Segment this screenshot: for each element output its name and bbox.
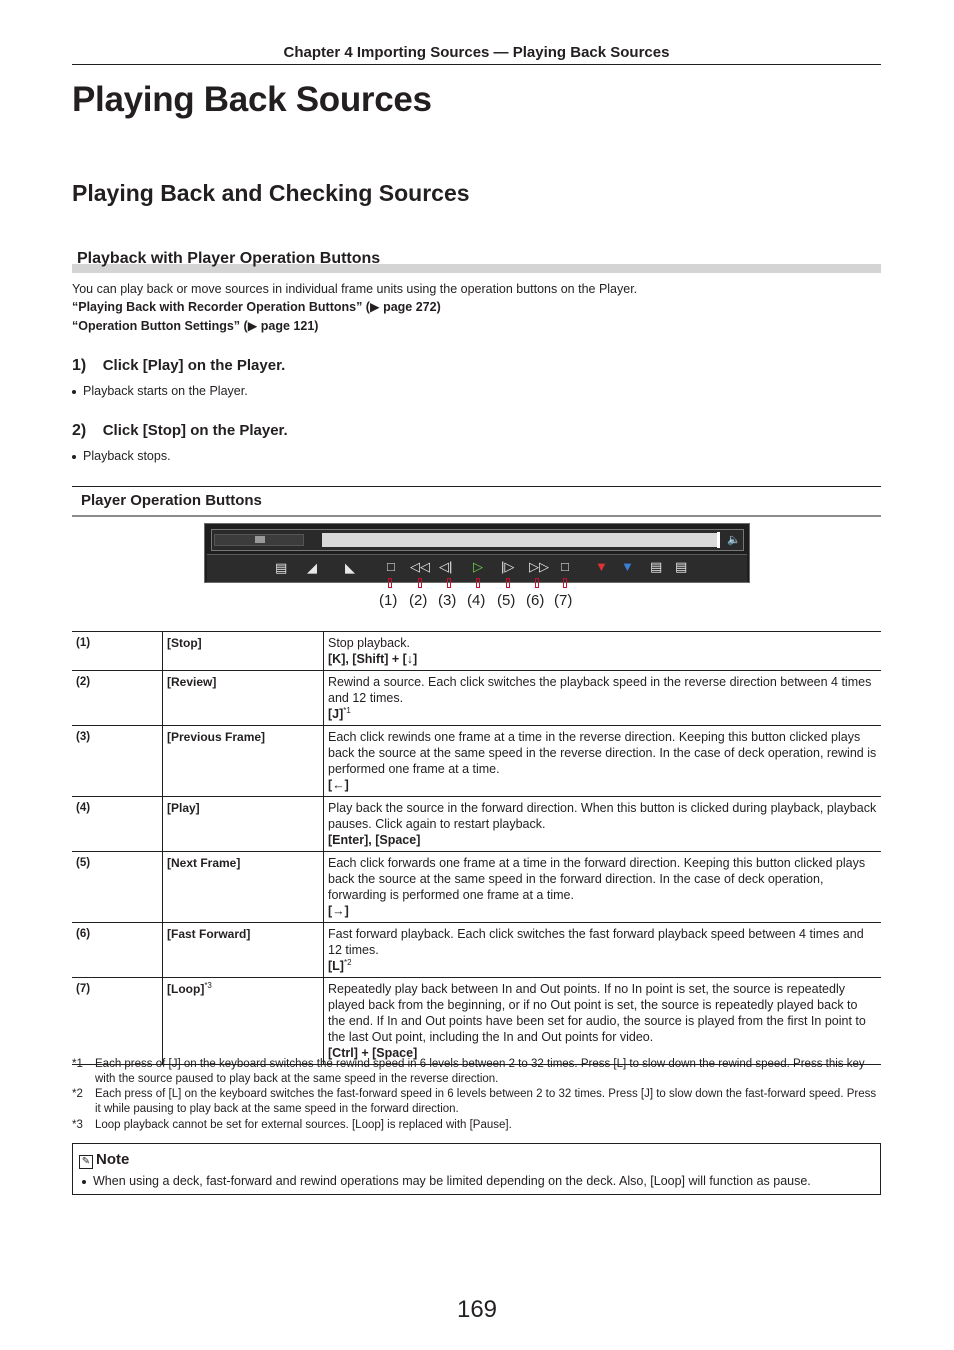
row-number: (6) <box>72 923 163 978</box>
chapter-header: Chapter 4 Importing Sources — Playing Back Sources <box>72 44 881 65</box>
callout-pin <box>535 578 539 588</box>
bullet-icon <box>72 390 76 394</box>
previous-frame-icon[interactable]: ◁| <box>439 559 453 574</box>
footnote-ref: *1 <box>343 705 351 715</box>
callout-label: (6) <box>526 592 545 609</box>
button-name-cell <box>163 852 324 923</box>
settings-icon[interactable]: ▤ <box>675 559 688 574</box>
note-text: When using a deck, fast-forward and rewind operations may be limited depending on the deck. Also, [Loop] will function as pause. <box>93 1174 811 1188</box>
footnote-ref: *2 <box>343 957 352 967</box>
step-text: Click [Stop] on the Player. <box>102 422 288 439</box>
subsection-heading <box>72 250 881 273</box>
shortcut-text: [Ctrl] + [Space] <box>328 1046 418 1060</box>
button-name: [Next Frame] <box>167 856 241 870</box>
section-heading: Playing Back and Checking Sources <box>72 180 470 206</box>
button-name-cell <box>163 797 324 852</box>
insert-icon[interactable]: ▼ <box>595 559 608 574</box>
description-cell <box>324 632 882 671</box>
table-row <box>72 852 881 923</box>
note-box <box>72 1143 881 1195</box>
row-number: (7) <box>72 978 163 1065</box>
description: Play back the source in the forward direction. When this button is clicked during playback, playback pauses. Click again to restart playback. <box>328 801 877 831</box>
callout-label: (7) <box>554 592 573 609</box>
button-name: [Stop] <box>167 636 202 650</box>
footnote-mark: *3 <box>72 1119 83 1131</box>
play-icon[interactable]: ▷ <box>473 559 483 574</box>
footnote-2 <box>72 1087 881 1117</box>
review-icon[interactable]: ◁◁ <box>410 559 430 574</box>
step-1-bullet <box>72 382 248 400</box>
shortcut-keys <box>328 651 877 667</box>
callout-label: (4) <box>467 592 486 609</box>
table-row <box>72 632 881 671</box>
fast-forward-icon[interactable]: ▷▷ <box>529 559 549 574</box>
bullet-text: Playback starts on the Player. <box>83 384 248 398</box>
overwrite-icon[interactable]: ▼ <box>621 559 634 574</box>
callout-pin <box>418 578 422 588</box>
callout-pin <box>388 578 392 588</box>
table-row <box>72 923 881 978</box>
button-name: [Loop] <box>167 982 205 996</box>
callout-pin <box>506 578 510 588</box>
description: Each click rewinds one frame at a time in the reverse direction. Keeping this button clicked plays back the source at the same speed in the reverse direction. In the case of deck operation, rewind is performed one frame at a time. <box>328 730 877 776</box>
footnote-text: Loop playback cannot be set for external sources. [Loop] is replaced with [Pause]. <box>95 1119 512 1131</box>
shortcut-text: [→] <box>328 904 349 918</box>
footnote-3 <box>72 1118 881 1133</box>
timeline-bar <box>211 529 744 551</box>
page-number: 169 <box>456 1296 498 1323</box>
ref-text: “Operation Button Settings” ( <box>72 319 248 333</box>
position-bar[interactable] <box>322 533 717 547</box>
note-pencil-icon: ✎ <box>79 1155 93 1169</box>
shortcut-keys <box>328 706 877 722</box>
out-marker <box>717 532 720 548</box>
description: Stop playback. <box>328 636 410 650</box>
description-cell <box>324 797 882 852</box>
table-row <box>72 978 881 1065</box>
row-number: (4) <box>72 797 163 852</box>
page-arrow-icon: ▶ <box>369 300 380 314</box>
reference-link-2[interactable] <box>72 317 318 335</box>
intro-text: You can play back or move sources in individual frame units using the operation buttons on the Player. <box>72 282 638 296</box>
set-in-icon[interactable]: ◢ <box>307 560 317 575</box>
description: Rewind a source. Each click switches the playback speed in the reverse direction between 4 times and 12 times. <box>328 675 872 705</box>
row-number: (2) <box>72 671 163 726</box>
audio-monitor-icon[interactable]: 🔈 <box>727 534 741 546</box>
page-title: Playing Back Sources <box>72 80 432 119</box>
shortcut-keys <box>328 958 877 974</box>
table-row <box>72 671 881 726</box>
row-number: (3) <box>72 726 163 797</box>
page-arrow-icon: ▶ <box>247 319 258 333</box>
callout-label: (2) <box>409 592 428 609</box>
next-frame-icon[interactable]: |▷ <box>501 559 515 574</box>
shuttle-slider[interactable] <box>214 534 304 546</box>
button-name-cell <box>163 632 324 671</box>
button-name-cell <box>163 923 324 978</box>
button-name-cell <box>163 978 324 1065</box>
ref-page: page 272) <box>379 300 441 314</box>
note-body <box>82 1174 811 1188</box>
stop-icon[interactable]: □ <box>387 559 395 574</box>
description-cell <box>324 923 882 978</box>
footnote-1 <box>72 1057 881 1087</box>
description-cell <box>324 978 882 1065</box>
shortcut-text: [K], [Shift] + [↓] <box>328 652 418 666</box>
step-2-bullet <box>72 447 171 465</box>
export-icon[interactable]: ▤ <box>650 559 663 574</box>
note-title-text: Note <box>96 1151 130 1168</box>
shortcut-text: [Enter], [Space] <box>328 833 421 847</box>
shortcut-keys <box>328 777 877 793</box>
description: Each click forwards one frame at a time in the forward direction. Keeping this button clicked plays back the source at the same speed in the forward direction. In the case of deck operation, forwarding is performed one frame at a time. <box>328 856 866 902</box>
callout-label: (5) <box>497 592 516 609</box>
set-out-icon[interactable]: ◣ <box>345 560 355 575</box>
shortcut-keys <box>328 832 877 848</box>
operation-buttons-table <box>72 631 881 1065</box>
callout-pin <box>447 578 451 588</box>
player-toolbar-image <box>204 523 750 583</box>
description: Repeatedly play back between In and Out points. If no In point is set, the source is repeatedly played back from the beginning, or if no Out point is set, the source is repeatedly played back to the end. If In and Out points have been set for audio, the source is played from the first In point to the last Out point, including the In and Out points for video. <box>328 982 866 1044</box>
match-frame-icon[interactable]: ▤ <box>275 560 288 575</box>
row-number: (1) <box>72 632 163 671</box>
step-1 <box>72 357 285 375</box>
reference-link-1[interactable] <box>72 298 441 316</box>
ref-text: “Playing Back with Recorder Operation Buttons” ( <box>72 300 370 314</box>
description-cell <box>324 671 882 726</box>
step-number: 2) <box>72 422 87 439</box>
callout-label: (3) <box>438 592 457 609</box>
note-title <box>79 1151 129 1169</box>
loop-icon[interactable]: □ <box>561 559 569 574</box>
footnote-mark: *1 <box>72 1058 83 1070</box>
description-cell <box>324 852 882 923</box>
step-number: 1) <box>72 357 87 374</box>
subsection-title: Playback with Player Operation Buttons <box>77 250 381 267</box>
button-name-cell <box>163 671 324 726</box>
footnote-text: Each press of [L] on the keyboard switches the fast-forward speed in 6 levels between 2 to 32 times. Press [J] to slow down the fast-forward speed. Press it while pausing to play back at the same speed in the forward direction. <box>95 1088 877 1115</box>
callout-pin <box>476 578 480 588</box>
button-name: [Review] <box>167 675 217 689</box>
button-name: [Previous Frame] <box>167 730 266 744</box>
description: Fast forward playback. Each click switches the fast forward playback speed between 4 times and 12 times. <box>328 927 864 957</box>
player-buttons-heading <box>72 486 881 517</box>
heading-text: Player Operation Buttons <box>81 492 262 509</box>
button-name: [Fast Forward] <box>167 927 251 941</box>
description-cell <box>324 726 882 797</box>
ref-page: page 121) <box>257 319 319 333</box>
row-number: (5) <box>72 852 163 923</box>
shortcut-keys <box>328 903 877 919</box>
footnote-mark: *2 <box>72 1088 83 1100</box>
bullet-icon <box>72 455 76 459</box>
bullet-icon <box>82 1180 86 1184</box>
bullet-text: Playback stops. <box>83 449 171 463</box>
footnote-text: Each press of [J] on the keyboard switches the rewind speed in 6 levels between 2 to 32 times. Press [L] to slow down the rewind speed. Press this key with the source paused to play back at the same speed in the reverse direction. <box>95 1058 865 1085</box>
shortcut-text: [←] <box>328 778 349 792</box>
shortcut-text: [L] <box>328 959 344 973</box>
button-name: [Play] <box>167 801 200 815</box>
callout-label: (1) <box>379 592 398 609</box>
table-row <box>72 797 881 852</box>
slider-handle[interactable] <box>255 536 265 543</box>
callout-pin <box>563 578 567 588</box>
footnote-ref: *3 <box>204 981 212 990</box>
shortcut-text: [J] <box>328 707 344 721</box>
step-2 <box>72 422 288 440</box>
table-row <box>72 726 881 797</box>
button-name-cell <box>163 726 324 797</box>
step-text: Click [Play] on the Player. <box>102 357 286 374</box>
